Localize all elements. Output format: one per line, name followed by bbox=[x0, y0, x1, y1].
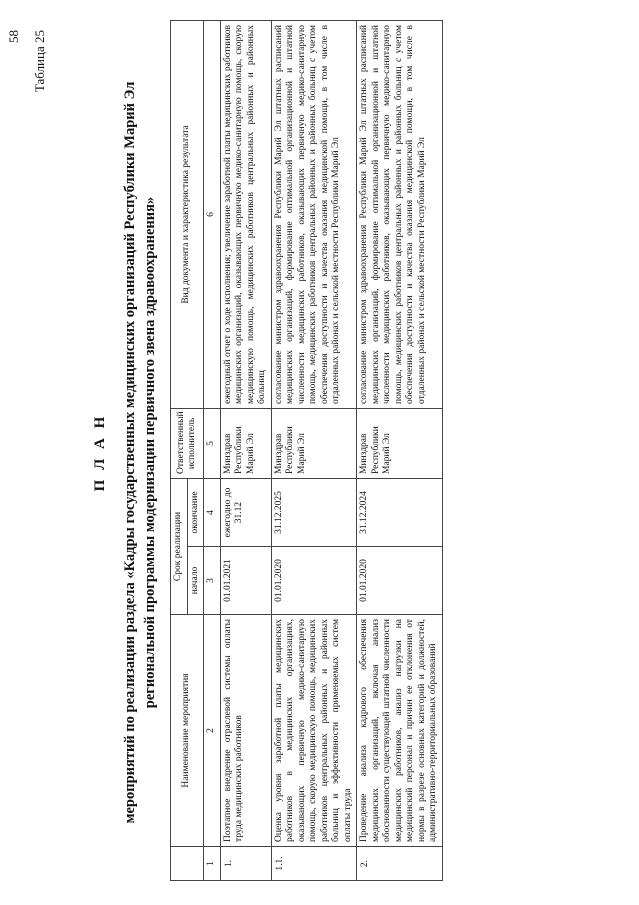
row-number: 1.1. bbox=[271, 847, 357, 881]
column-number: 5 bbox=[204, 408, 221, 478]
row-responsible: Минздрав Республики Марий Эл bbox=[271, 408, 357, 478]
header-start: начало bbox=[187, 547, 204, 615]
subtitle-line-2: региональной программы модернизации первичного звена здравоохранения» bbox=[142, 196, 158, 709]
header-responsible: Ответственный исполнитель bbox=[171, 408, 204, 478]
row-end: 31.12.2025 bbox=[271, 478, 357, 546]
row-start: 01.01.2021 bbox=[220, 547, 271, 615]
table-row bbox=[220, 20, 271, 880]
row-name: Поэтапное внедрение отраслевой системы оплаты труда медицинских работников bbox=[220, 615, 271, 847]
row-number: 2. bbox=[357, 847, 443, 881]
table-label: Таблица 25 bbox=[32, 30, 47, 93]
header-number bbox=[171, 847, 204, 881]
table-row bbox=[271, 20, 357, 880]
subtitle-line-1: мероприятий по реализации раздела «Кадры государственных медицинских организаций Республики Марий Эл bbox=[122, 81, 138, 824]
document-title: П Л А Н bbox=[92, 413, 108, 492]
page-number: 58 bbox=[6, 30, 21, 43]
column-number: 1 bbox=[204, 847, 221, 881]
header-result: Вид документа и характеристика результата bbox=[171, 20, 204, 408]
column-number: 3 bbox=[204, 547, 221, 615]
header-row bbox=[171, 20, 188, 880]
row-result: ежегодный отчет о ходе исполнения; увеличение заработной платы медицинских работников медицинских организаций, оказывающих первичную медико-санитарную помощь, скорую медицинскую помощь, медицинских работников центральных районных и районных больниц bbox=[220, 20, 271, 408]
row-start: 01.01.2020 bbox=[357, 547, 443, 615]
table-row bbox=[357, 20, 443, 880]
row-responsible: Минздрав Республики Марий Эл bbox=[220, 408, 271, 478]
row-end: 31.12.2024 bbox=[357, 478, 443, 546]
row-result: согласование министром здравоохранения Республики Марий Эл штатных расписаний медицинских организаций, формирование оптимальной организационной и штатной численности медицинских работников, оказывающих первичную медико-санитарную помощь, медицинских работников центральных районных и районных больниц с учетом обеспечения доступности и качества оказания медицинской помощи, в том числе в отдаленных районах и сельской местности Республики Марий Эл bbox=[357, 20, 443, 408]
header-period: Срок реализации bbox=[171, 478, 188, 614]
plan-table bbox=[170, 20, 443, 881]
column-number: 4 bbox=[204, 478, 221, 546]
row-end: ежегодно до 31.12 bbox=[220, 478, 271, 546]
row-number: 1. bbox=[220, 847, 271, 881]
column-number: 6 bbox=[204, 20, 221, 408]
row-start: 01.01.2020 bbox=[271, 547, 357, 615]
header-name: Наименование мероприятия bbox=[171, 615, 204, 847]
column-numbers-row bbox=[204, 20, 221, 880]
row-responsible: Минздрав Республики Марий Эл bbox=[357, 408, 443, 478]
column-number: 2 bbox=[204, 615, 221, 847]
header-end: окончание bbox=[187, 478, 204, 546]
document-subtitle bbox=[120, 40, 160, 865]
row-result: согласование министром здравоохранения Республики Марий Эл штатных расписаний медицинских организаций, формирование оптимальной организационной и штатной численности медицинских работников, оказывающих первичную медико-санитарную помощь, медицинских работников центральных районных и районных больниц с учетом обеспечения доступности и качества оказания медицинской помощи, в том числе в отдаленных районах и сельской местности Республики Марий Эл bbox=[271, 20, 357, 408]
row-name: Оценка уровня заработной платы медицинских работников в медицинских организациях, оказывающих первичную медико-санитарную помощь, скорую медицинскую помощь, медицинских работников центральных районных и районных больниц и эффективности применяемых систем оплаты труда bbox=[271, 615, 357, 847]
row-name: Проведение анализа кадрового обеспечения медицинских организаций, включая анализ обоснованности существующей штатной численности медицинских работников, анализ нагрузки на медицинский персонал и причин ее отклонения от нормы в разрезе основных категорий и должностей, административно-территориальных образований bbox=[357, 615, 443, 847]
